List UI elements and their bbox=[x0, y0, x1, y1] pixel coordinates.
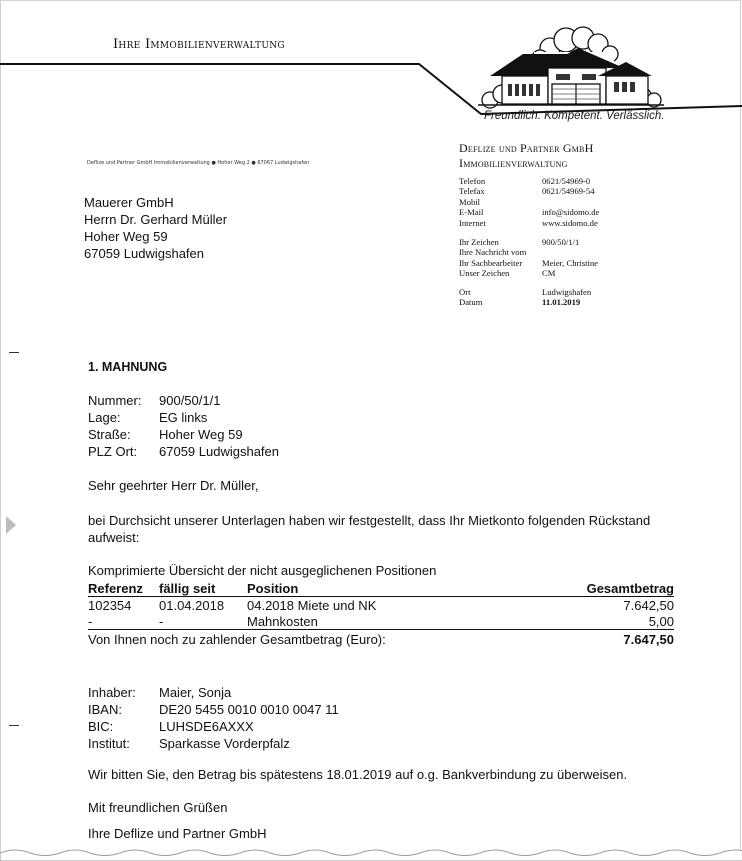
reference-row bbox=[459, 247, 598, 257]
table-row bbox=[88, 613, 674, 630]
punch-mark bbox=[9, 725, 19, 726]
contact-label: Mobil bbox=[459, 196, 481, 207]
slogan: Freundlich. Kompetent. Verlässlich. bbox=[484, 110, 665, 122]
bank-label: BIC: bbox=[88, 719, 114, 734]
page-arrow-icon[interactable] bbox=[6, 516, 16, 534]
info-company-subtitle: Immobilienverwaltung bbox=[459, 156, 568, 170]
reference-value: 900/50/1/1 bbox=[542, 237, 580, 247]
fold-mark bbox=[9, 352, 19, 353]
object-value: EG links bbox=[159, 410, 208, 425]
bank-value: Maier, Sonja bbox=[159, 685, 232, 700]
sender-return-address: Deflize und Partner GmbH Immobilienverwaltung ● Hoher Weg 2 ● 67067 Ludwigshafen bbox=[87, 160, 310, 166]
cell-ref: 102354 bbox=[88, 597, 132, 613]
place-value: Ludwigshafen bbox=[542, 287, 592, 297]
cell-due: 01.04.2018 bbox=[159, 597, 225, 613]
reference-value: CM bbox=[542, 268, 556, 279]
positions-table bbox=[88, 580, 674, 648]
intro-line: aufweist: bbox=[88, 530, 140, 545]
total-row bbox=[88, 630, 674, 649]
date-label: Datum bbox=[459, 297, 483, 308]
contact-label: Internet bbox=[459, 217, 486, 228]
contact-value: info@sidomo.de bbox=[542, 207, 600, 218]
recipient-line: Herrn Dr. Gerhard Müller bbox=[84, 212, 228, 227]
reference-table bbox=[459, 237, 598, 279]
reference-row bbox=[459, 268, 598, 278]
house-logo bbox=[478, 26, 664, 110]
object-label: PLZ Ort: bbox=[88, 444, 138, 459]
contact-value: www.sidomo.de bbox=[542, 217, 598, 228]
bank-row bbox=[88, 684, 339, 701]
contact-row bbox=[459, 176, 599, 186]
contact-table bbox=[459, 176, 599, 228]
reference-value bbox=[542, 247, 598, 257]
table-caption: Komprimierte Übersicht der nicht ausgeglichenen Positionen bbox=[88, 563, 437, 578]
contact-row bbox=[459, 186, 599, 196]
reference-label: Ihr Sachbearbeiter bbox=[459, 257, 523, 268]
place-label: Ort bbox=[459, 287, 471, 297]
signature: Ihre Deflize und Partner GmbH bbox=[88, 826, 267, 841]
payment-request: Wir bitten Sie, den Betrag bis spätestens 18.01.2019 auf o.g. Bankverbindung zu überweisen. bbox=[88, 767, 628, 782]
table-row bbox=[88, 597, 674, 614]
object-value: 900/50/1/1 bbox=[159, 393, 221, 408]
bank-label: Inhaber: bbox=[88, 685, 136, 700]
reference-label: Unser Zeichen bbox=[459, 268, 510, 279]
bank-value: Sparkasse Vorderpfalz bbox=[159, 736, 290, 751]
object-row bbox=[88, 392, 279, 409]
col-header-position: Position bbox=[247, 580, 509, 597]
bank-row bbox=[88, 735, 339, 752]
contact-value: 0621/54969-0 bbox=[542, 176, 591, 186]
object-value: 67059 Ludwigshafen bbox=[159, 444, 279, 459]
contact-row bbox=[459, 197, 599, 207]
recipient-line: Mauerer GmbH bbox=[84, 195, 174, 210]
cell-position: Mahnkosten bbox=[247, 613, 509, 630]
object-value: Hoher Weg 59 bbox=[159, 427, 243, 442]
bank-row bbox=[88, 701, 339, 718]
reference-row bbox=[459, 237, 598, 247]
reference-label: Ihr Zeichen bbox=[459, 237, 499, 247]
info-block-title bbox=[459, 141, 593, 171]
object-label: Straße: bbox=[88, 427, 131, 442]
reference-label: Ihre Nachricht vom bbox=[459, 247, 527, 258]
bank-label: Institut: bbox=[88, 736, 130, 751]
reference-value: Meier, Christine bbox=[542, 257, 598, 268]
object-row bbox=[88, 409, 279, 426]
contact-value: 0621/54969-54 bbox=[542, 186, 595, 197]
cell-due: - bbox=[159, 613, 247, 630]
place-date-table bbox=[459, 287, 591, 308]
table-header-row bbox=[88, 580, 674, 597]
total-value: 7.647,50 bbox=[623, 631, 674, 647]
contact-value bbox=[542, 197, 599, 207]
object-details bbox=[88, 392, 279, 460]
cell-ref: - bbox=[88, 613, 159, 630]
object-label: Lage: bbox=[88, 410, 121, 425]
cell-amount: 7.642,50 bbox=[623, 597, 674, 613]
contact-row bbox=[459, 218, 599, 228]
col-header-total: Gesamtbetrag bbox=[509, 580, 674, 597]
intro-paragraph bbox=[88, 512, 650, 546]
contact-label: Telefon bbox=[459, 176, 486, 186]
cell-position: 04.2018 Miete und NK bbox=[247, 597, 377, 613]
object-row bbox=[88, 443, 279, 460]
recipient-address bbox=[84, 194, 227, 262]
date-row bbox=[459, 297, 591, 307]
place-row bbox=[459, 287, 591, 297]
recipient-line: Hoher Weg 59 bbox=[84, 229, 168, 244]
bank-row bbox=[88, 718, 339, 735]
bank-value: DE20 5455 0010 0010 0047 11 bbox=[159, 702, 339, 717]
info-company-name: Deflize und Partner GmbH bbox=[459, 141, 594, 155]
salutation: Sehr geehrter Herr Dr. Müller, bbox=[88, 478, 259, 493]
bank-details bbox=[88, 684, 339, 752]
bank-label: IBAN: bbox=[88, 702, 122, 717]
total-label: Von Ihnen noch zu zahlender Gesamtbetrag (Euro): bbox=[88, 631, 386, 647]
col-header-ref: Referenz bbox=[88, 580, 159, 597]
contact-row bbox=[459, 207, 599, 217]
object-row bbox=[88, 426, 279, 443]
contact-label: E-Mail bbox=[459, 207, 484, 218]
letter-title: 1. MAHNUNG bbox=[88, 360, 168, 374]
intro-line: bei Durchsicht unserer Unterlagen haben wir festgestellt, dass Ihr Mietkonto folgenden Rückstand bbox=[88, 513, 651, 528]
company-header: Ihre Immobilienverwaltung bbox=[113, 37, 285, 52]
contact-label: Telefax bbox=[459, 186, 485, 197]
bank-value: LUHSDE6AXXX bbox=[159, 719, 254, 734]
torn-page-edge bbox=[0, 845, 742, 861]
recipient-line: 67059 Ludwigshafen bbox=[84, 246, 204, 261]
date-value: 11.01.2019 bbox=[542, 297, 581, 308]
reference-row bbox=[459, 258, 598, 268]
col-header-due: fällig seit bbox=[159, 580, 247, 597]
cell-amount: 5,00 bbox=[509, 613, 674, 630]
object-label: Nummer: bbox=[88, 393, 142, 408]
closing: Mit freundlichen Grüßen bbox=[88, 800, 228, 815]
